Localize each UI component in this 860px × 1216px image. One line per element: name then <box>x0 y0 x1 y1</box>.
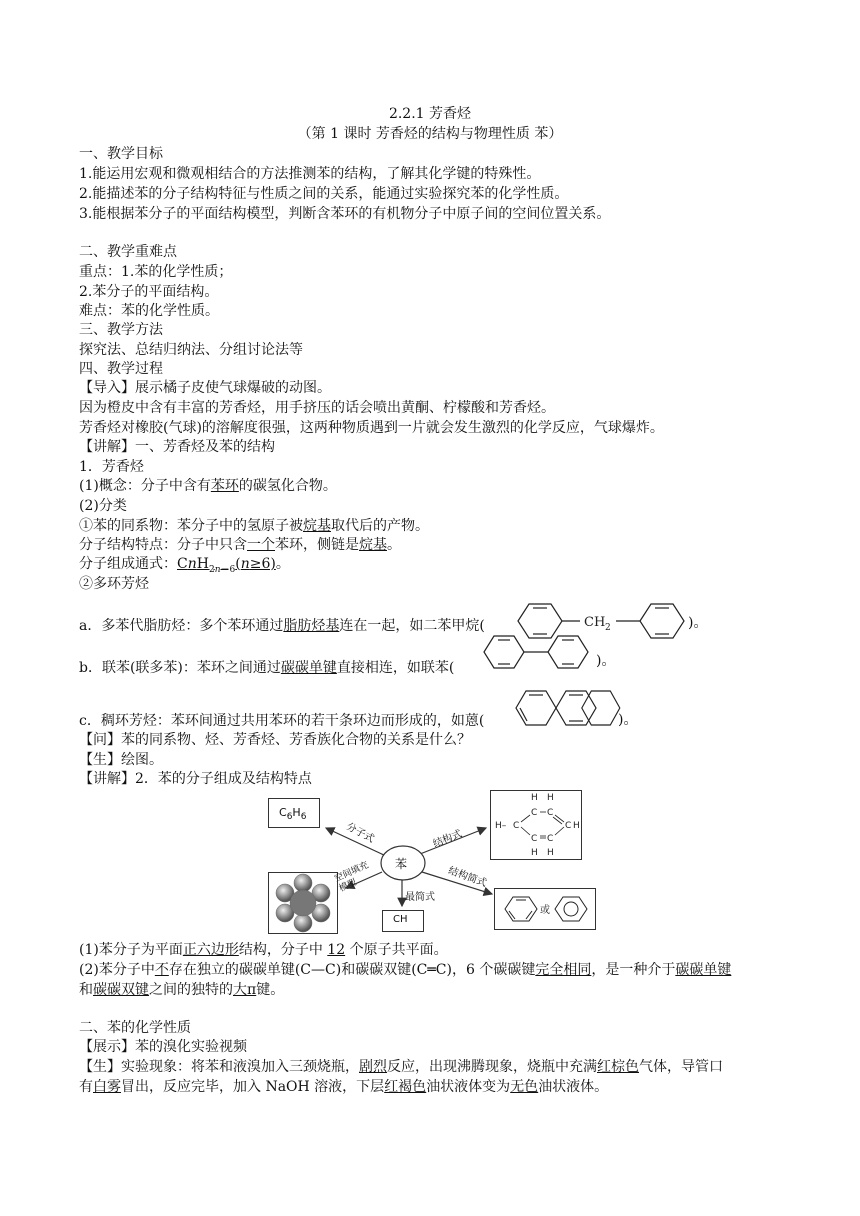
a-prefix: a．多苯代脂肪烃：多个苯环通过 <box>79 618 284 634</box>
experiment-mid-1: 反应，出现沸腾现象，烧瓶中充满 <box>387 1059 597 1075</box>
concept-line <box>79 476 337 496</box>
svg-text:H–: H– <box>495 821 507 831</box>
svg-text:C: C <box>547 808 554 818</box>
svg-text:H: H <box>531 793 538 803</box>
benzene-center-label: 苯 <box>395 857 408 871</box>
student-text: 绘图。 <box>121 752 163 768</box>
a-close: )。 <box>688 615 708 631</box>
structure-answer-2: 烷基 <box>359 537 387 553</box>
structure-prefix: 分子结构特点：分子中只含 <box>79 537 247 553</box>
b-answer: 碳碳单键 <box>280 660 337 676</box>
experiment-line <box>79 1057 723 1077</box>
methods: 探究法、总结归纳法、分组讨论法等 <box>79 342 303 358</box>
point-2b-prefix: 和 <box>79 982 93 998</box>
anthracene-structure-icon <box>512 684 638 734</box>
experiment-2-answer-2: 红褐色 <box>384 1079 427 1095</box>
chem-property-heading: 二、苯的化学性质 <box>79 1020 191 1036</box>
point-1-suffix: 个原子共平面。 <box>345 942 448 958</box>
point-2-mid-1: 存在独立的碳碳单键(C—C)和碳碳双键(C═C)，6 个碳碳键 <box>168 962 536 978</box>
classify-line: (2)分类 <box>79 498 127 514</box>
svg-text:H: H <box>547 848 554 858</box>
svg-text:H: H <box>547 793 554 803</box>
svg-text:C: C <box>547 834 554 844</box>
c-close: )。 <box>618 712 638 728</box>
structural-formula-icon <box>491 791 581 859</box>
space-filling-model-icon <box>269 873 337 933</box>
show-text: 苯的溴化实验视频 <box>135 1039 247 1055</box>
point-1-answer-1: 正六边形 <box>182 942 239 958</box>
experiment-answer-2: 红棕色 <box>597 1059 639 1075</box>
concept-prefix: (1)概念：分子中含有 <box>79 478 211 494</box>
benzene-concept-diagram <box>268 788 613 936</box>
intro-tag: 【导入】 <box>79 380 135 396</box>
concept-answer: 苯环 <box>210 478 239 494</box>
doc-title: 2.2.1 芳香烃 <box>388 106 472 122</box>
section-heading-methods: 三、教学方法 <box>79 322 163 338</box>
lecture-2-tag: 【讲解】 <box>79 771 135 787</box>
lecture-2-line <box>79 769 312 789</box>
space-filling-label: 空间填充模型 <box>333 860 371 895</box>
molecular-formula-label: 分子式 <box>344 821 376 846</box>
b-suffix: 直接相连，如联苯( <box>336 660 455 676</box>
lecture-text: 一、芳香烃及苯的结构 <box>135 439 275 455</box>
svg-text:C: C <box>513 821 520 831</box>
biphenyl-line <box>79 658 454 678</box>
point-2-mid-2: ，是一种介于 <box>591 962 676 978</box>
intro-line-3: 芳香烃对橡胶(气球)的溶解度很强，这两种物质遇到一片就会发生激烈的化学反应，气球爆炸。 <box>79 420 664 436</box>
intro-text: 展示橘子皮使气球爆破的动图。 <box>135 380 331 396</box>
experiment-mid-2: 气体，导管口 <box>639 1059 723 1075</box>
homolog-line <box>79 516 429 536</box>
molecular-formula-box <box>268 798 320 828</box>
structure-suffix: 。 <box>387 537 401 553</box>
question-tag: 【问】 <box>79 732 121 748</box>
section-heading-keypoints: 二、教学重难点 <box>79 244 177 260</box>
ch-label: CH <box>393 914 408 925</box>
b-prefix: b．联苯(联多苯)：苯环之间通过 <box>79 660 281 676</box>
lecture-2-text: 2．苯的分子组成及结构特点 <box>135 771 312 787</box>
point-2-prefix: (2)苯分子中 <box>79 962 155 978</box>
point-2-line-b <box>79 980 284 1000</box>
intro-line-2: 因为橙皮中含有丰富的芳香烃，用手挤压的话会喷出黄酮、柠檬酸和芳香烃。 <box>79 400 555 416</box>
biphenyl-structure-icon <box>478 632 618 682</box>
simplified-formula-box <box>494 888 596 930</box>
formula-prefix: 分子组成通式： <box>79 556 177 572</box>
point-1-prefix: (1)苯分子为平面 <box>79 942 183 958</box>
concept-suffix: 的碳氢化合物。 <box>238 478 337 494</box>
section-heading-process: 四、教学过程 <box>79 361 163 377</box>
svg-text:H: H <box>531 848 538 858</box>
point-2b-answer-1: 碳碳双键 <box>93 982 149 998</box>
homolog-answer: 烷基 <box>303 518 331 534</box>
formula-suffix: 。 <box>275 556 290 572</box>
experiment-tag: 【生】 <box>79 1059 121 1075</box>
experiment-2-answer-3: 无色 <box>510 1079 539 1095</box>
experiment-2-mid-2: 油状液体变为 <box>426 1079 511 1095</box>
point-2b-suffix: 键。 <box>256 982 285 998</box>
experiment-answer-1: 剧烈 <box>359 1059 387 1075</box>
point-1-line <box>79 940 448 960</box>
experiment-2-mid-1: 冒出，反应完毕，加入 NaOH 溶液，下层 <box>121 1079 385 1095</box>
experiment-2-prefix: 有 <box>79 1079 93 1095</box>
a-answer: 脂肪烃基 <box>283 618 340 634</box>
aromatic-heading: 1．芳香烃 <box>79 459 144 475</box>
or-label: 或 <box>540 905 550 916</box>
anthracene-line <box>79 711 484 731</box>
point-2-line <box>79 960 731 980</box>
student-line <box>79 750 163 770</box>
simplest-formula-label: 最简式 <box>405 892 435 903</box>
space-filling-model-box <box>268 872 338 934</box>
point-2-answer-1: 不 <box>154 962 169 978</box>
point-1-mid: 结构，分子中 <box>238 942 328 958</box>
b-close: )。 <box>596 653 616 669</box>
svg-text:C: C <box>531 834 538 844</box>
point-2-answer-3: 碳碳单键 <box>675 962 732 978</box>
structure-line <box>79 535 401 555</box>
homolog-prefix: ①苯的同系物：苯分子中的氢原子被 <box>79 518 303 534</box>
goal-1: 1.能运用宏观和微观相结合的方法推测苯的结构，了解其化学键的特殊性。 <box>79 166 541 182</box>
svg-text:C: C <box>531 808 538 818</box>
key-point-2: 2.苯分子的平面结构。 <box>79 284 219 300</box>
question-text: 苯的同系物、烃、芳香烃、芳香族化合物的关系是什么？ <box>121 732 471 748</box>
structure-mid: 苯环，侧链是 <box>275 537 359 553</box>
point-2-answer-2: 完全相同 <box>535 962 592 978</box>
experiment-2-suffix: 油状液体。 <box>538 1079 609 1095</box>
polycyclic-line: ②多环芳烃 <box>79 576 149 592</box>
show-line <box>79 1037 247 1057</box>
lecture-tag: 【讲解】 <box>79 439 135 455</box>
c6h6-label: $C_6H_6$ <box>279 806 307 823</box>
svg-text:C: C <box>565 821 572 831</box>
structural-formula-box <box>490 790 582 860</box>
intro-line <box>79 378 331 398</box>
goal-2: 2.能描述苯的分子结构特征与性质之间的关系，能通过实验探究苯的化学性质。 <box>79 186 569 202</box>
simplified-formula-label: 结构简式 <box>446 865 488 890</box>
student-tag: 【生】 <box>79 752 121 768</box>
simplest-formula-box <box>382 910 424 932</box>
section-heading-goals: 一、教学目标 <box>79 146 163 162</box>
point-1-answer-2: 12 <box>327 942 346 958</box>
structural-formula-label: 结构式 <box>431 828 464 851</box>
formula-answer: CnH$_{2n-6}$(n≥6) <box>177 556 276 575</box>
doc-subtitle: （第 1 课时 芳香烃的结构与物理性质 苯） <box>297 126 563 142</box>
homolog-suffix: 取代后的产物。 <box>331 518 429 534</box>
experiment-prefix: 实验现象：将苯和液溴加入三颈烧瓶， <box>121 1059 359 1075</box>
key-point-1: 重点：1.苯的化学性质； <box>79 264 233 280</box>
goal-3: 3.能根据苯分子的平面结构模型，判断含苯环的有机物分子中原子间的空间位置关系。 <box>79 206 611 222</box>
question-line <box>79 730 471 750</box>
a-suffix: 连在一起，如二苯甲烷( <box>339 618 485 634</box>
ch2-label: CH <box>584 615 606 630</box>
ch2-subscript: 2 <box>605 623 611 633</box>
c-text: c．稠环芳烃：苯环间通过共用苯环的若干条环边而形成的，如蒽( <box>79 713 485 729</box>
svg-text:H: H <box>573 821 580 831</box>
point-2b-answer-2: 大π <box>233 982 257 998</box>
lecture-1-line <box>79 437 275 457</box>
point-2b-mid: 之间的独特的 <box>149 982 233 998</box>
experiment-2-answer-1: 白雾 <box>93 1079 121 1095</box>
structure-answer-1: 一个 <box>247 537 275 553</box>
benzene-ring-formulas-icon <box>495 889 595 929</box>
diphenylmethane-line <box>79 616 485 636</box>
difficulty: 难点：苯的化学性质。 <box>79 303 219 319</box>
show-tag: 【展示】 <box>79 1039 135 1055</box>
experiment-line-2 <box>79 1077 608 1097</box>
